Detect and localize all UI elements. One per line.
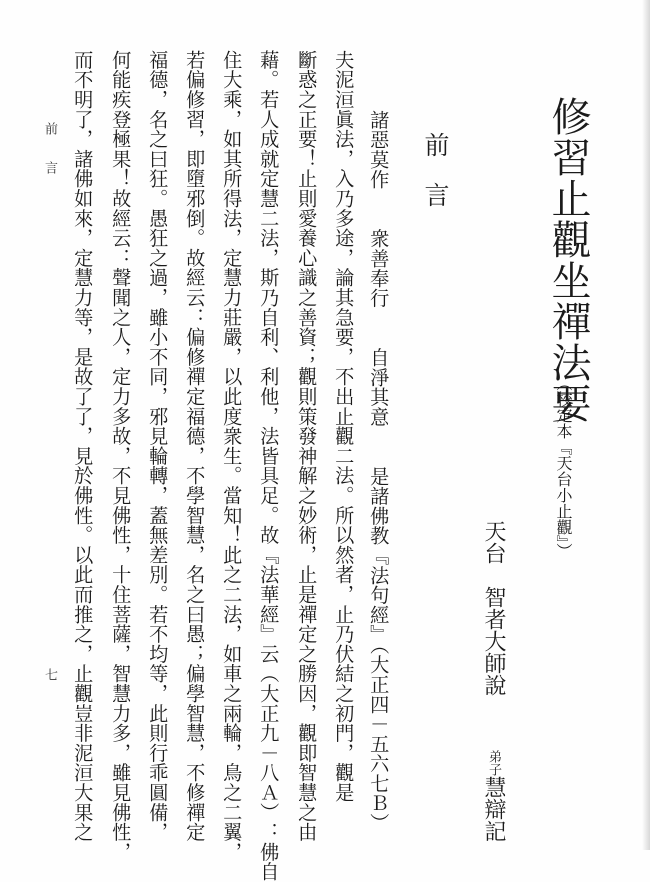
running-head: 前 言 [42, 122, 57, 174]
author-line: 天台 智者大師說 [481, 520, 506, 696]
scan-edge-shadow [642, 0, 650, 850]
section-heading: 前 言 [421, 132, 450, 207]
body-column-7: 何能疾登極果！故經云：聲聞之人，定力多故，不見佛性，十住菩薩，智慧力多，雖見佛性， [109, 50, 133, 862]
disciple-name: 慧辯記 [481, 776, 506, 842]
body-column-3: 藉。若人成就定慧二法，斯乃自利、利他，法皆具足。故『法華經』云（大正九－八Ａ）：佛自 [257, 50, 281, 882]
body-column-2: 斷惑之正要！止則愛養心識之善資；觀則策發神解之妙術，止是禪定之勝因，觀即智慧之由 [295, 50, 319, 842]
book-subtitle: （校定本『天台小止觀』） [554, 375, 573, 559]
disciple-label: 弟子 [486, 750, 501, 776]
body-column-1: 夫泥洹眞法，入乃多途，論其急要，不出止觀二法。所以然者，止乃伏結之初門，觀是 [332, 50, 356, 803]
epigraph-verse: 諸惡莫作 衆善奉行 自淨其意 是諸佛教『法句經』（大正四－五六七Ｂ） [367, 110, 391, 833]
book-title: 修習止觀坐禪法要 [545, 96, 591, 424]
body-column-6: 福德，名之曰狂。愚狂之過，雖小不同，邪見輪轉，蓋無差別。若不均等，此則行乖圓備， [146, 50, 170, 842]
body-column-8: 而不明了，諸佛如來，定慧力等，是故了了，見於佛性。以此而推之，止觀豈非泥洹大果之 [71, 50, 95, 842]
page-number: 七 [42, 668, 57, 681]
body-column-4: 住大乘，如其所得法，定慧力莊嚴，以此度衆生。當知！此之二法，如車之兩輪，鳥之二翼， [220, 50, 244, 862]
body-column-5: 若偏修習，即墮邪倒。故經云：偏修禪定福德，不學智慧，名之曰愚；偏學智慧，不修禪定 [183, 50, 207, 842]
